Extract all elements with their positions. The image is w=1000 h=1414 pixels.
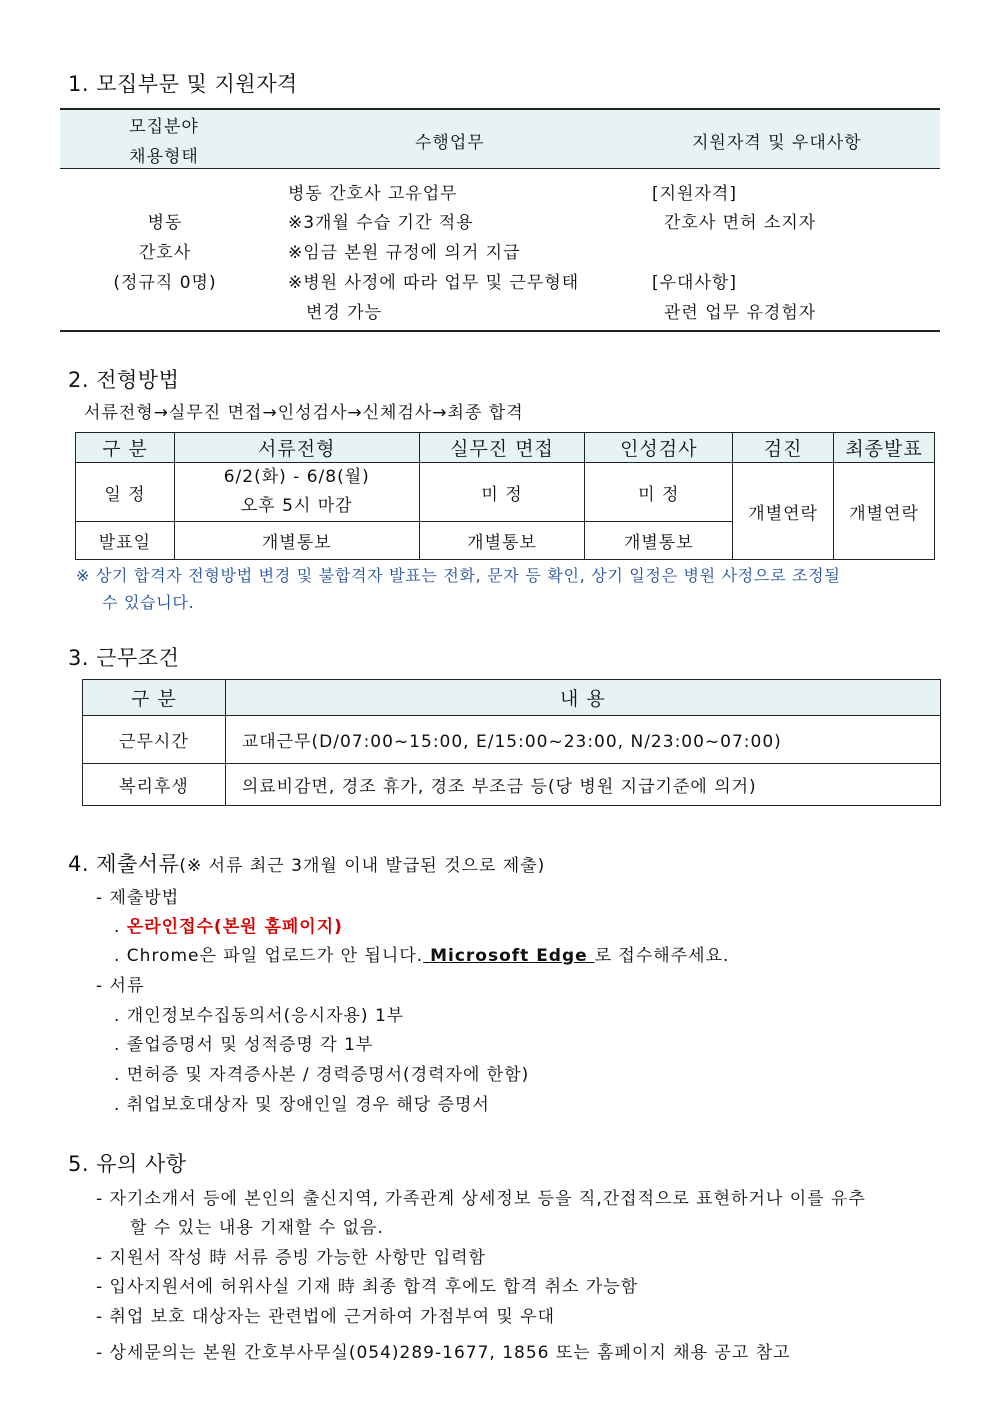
field-name: 간호사 xyxy=(138,243,192,263)
microsoft-edge-text: Microsoft Edge xyxy=(423,946,595,966)
notice-item: - 취업 보호 대상자는 관련법에 근거하여 가점부여 및 우대 xyxy=(96,1307,556,1327)
notice-item: - 자기소개서 등에 본인의 출신지역, 가족관계 상세정보 등을 직,간접적으로 표현하거나 이를 유추 xyxy=(96,1189,866,1209)
col-header-content: 내 용 xyxy=(225,680,940,716)
final-cell: 개별연락 xyxy=(834,463,935,560)
section-4-heading xyxy=(68,848,545,878)
col-header-category: 구 분 xyxy=(76,433,175,463)
online-application-link[interactable]: 온라인접수(본원 홈페이지) xyxy=(126,917,343,937)
documents-label: - 서류 xyxy=(96,976,145,996)
document-item: . 개인정보수집동의서(응시자용) 1부 xyxy=(114,1006,405,1026)
bullet: . xyxy=(114,917,127,937)
document-item: . 졸업증명서 및 성적증명 각 1부 xyxy=(114,1035,374,1055)
document-item: . 면허증 및 자격증사본 / 경력증명서(경력자에 한함) xyxy=(114,1065,530,1085)
col-header-personality-test: 인성검사 xyxy=(585,433,733,463)
preference-line: 관련 업무 유경험자 xyxy=(664,303,817,323)
qualification-line: 간호사 면허 소지자 xyxy=(664,213,817,233)
field-headcount: (정규직 0명) xyxy=(113,273,217,293)
recruit-table-bottom-border xyxy=(60,330,940,332)
selection-note: ※ 상기 합격자 전형방법 변경 및 불합격자 발표는 전화, 문자 등 확인, 상기 일정은 병원 사정으로 조정될 xyxy=(76,566,841,585)
benefits-value: 의료비감면, 경조 휴가, 경조 부조금 등(당 병원 지급기준에 의거) xyxy=(225,764,940,806)
duty-line: ※임금 본원 규정에 의거 지급 xyxy=(288,243,521,263)
col-header-category: 구 분 xyxy=(83,680,226,716)
document-item: . 취업보호대상자 및 장애인일 경우 해당 증명서 xyxy=(114,1095,490,1115)
header-field: 모집분야 xyxy=(129,117,199,137)
document-schedule-cell xyxy=(174,463,419,522)
interview-announcement: 개별통보 xyxy=(419,522,585,560)
recruit-table xyxy=(60,108,940,332)
section-3-title: 3. 근무조건 xyxy=(68,646,180,670)
selection-flow: 서류전형→실무진 면접→인성검사→신체검사→최종 합격 xyxy=(84,403,524,423)
work-hours-value: 교대근무(D/07:00~15:00, E/15:00~23:00, N/23:00~07:00) xyxy=(225,716,940,764)
header-duties: 수행업무 xyxy=(415,133,485,153)
notice-item: - 지원서 작성 時 서류 증빙 가능한 사항만 입력함 xyxy=(96,1248,486,1268)
header-qualifications: 지원자격 및 우대사항 xyxy=(692,133,862,153)
row-label-announcement: 발표일 xyxy=(76,522,175,560)
row-label-hours: 근무시간 xyxy=(83,716,226,764)
checkup-cell: 개별연락 xyxy=(733,463,834,560)
preference-heading: [우대사항] xyxy=(652,273,737,293)
notice-item: - 입사지원서에 허위사실 기재 時 최종 합격 후에도 합격 취소 가능함 xyxy=(96,1277,639,1297)
online-application xyxy=(114,912,343,937)
section-4-title-note: (※ 서류 최근 3개월 이내 발급된 것으로 제출) xyxy=(179,856,546,876)
duty-line: ※병원 사정에 따라 업무 및 근무형태 xyxy=(288,273,580,293)
browser-note-text: . Chrome은 파일 업로드가 안 됩니다. xyxy=(114,946,424,966)
col-header-interview: 실무진 면접 xyxy=(419,433,585,463)
browser-note-text-end: 로 접수해주세요. xyxy=(594,946,730,966)
duty-line: 병동 간호사 고유업무 xyxy=(288,184,458,204)
work-conditions-table xyxy=(82,679,941,806)
document-schedule-dates: 6/2(화) - 6/8(월) xyxy=(223,467,370,487)
qualification-heading: [지원자격] xyxy=(652,184,737,204)
row-label-schedule: 일 정 xyxy=(76,463,175,522)
browser-note xyxy=(114,941,729,966)
personality-announcement: 개별통보 xyxy=(585,522,733,560)
section-5-title: 5. 유의 사항 xyxy=(68,1152,187,1176)
submission-method-label: - 제출방법 xyxy=(96,888,180,908)
interview-schedule: 미 정 xyxy=(419,463,585,522)
notice-item-cont: 할 수 있는 내용 기재할 수 없음. xyxy=(130,1218,384,1238)
field-name: 병동 xyxy=(147,213,183,233)
selection-note-cont: 수 있습니다. xyxy=(102,593,195,612)
col-header-checkup: 검진 xyxy=(733,433,834,463)
col-header-final: 최종발표 xyxy=(834,433,935,463)
duty-line: ※3개월 수습 기간 적용 xyxy=(288,213,474,233)
document-schedule-deadline: 오후 5시 마감 xyxy=(240,496,353,516)
section-4-title: 4. 제출서류 xyxy=(68,852,180,876)
section-1-title: 1. 모집부문 및 지원자격 xyxy=(68,72,298,96)
section-2-title: 2. 전형방법 xyxy=(68,368,180,392)
header-employment-type: 채용형태 xyxy=(129,147,199,167)
selection-schedule-table xyxy=(75,432,935,560)
personality-schedule: 미 정 xyxy=(585,463,733,522)
row-label-benefits: 복리후생 xyxy=(83,764,226,806)
document-announcement: 개별통보 xyxy=(174,522,419,560)
notice-item-contact: - 상세문의는 본원 간호부사무실(054)289-1677, 1856 또는 홈페이지 채용 공고 참고 xyxy=(96,1343,791,1363)
col-header-document-screening: 서류전형 xyxy=(174,433,419,463)
duty-line: 변경 가능 xyxy=(306,303,383,323)
